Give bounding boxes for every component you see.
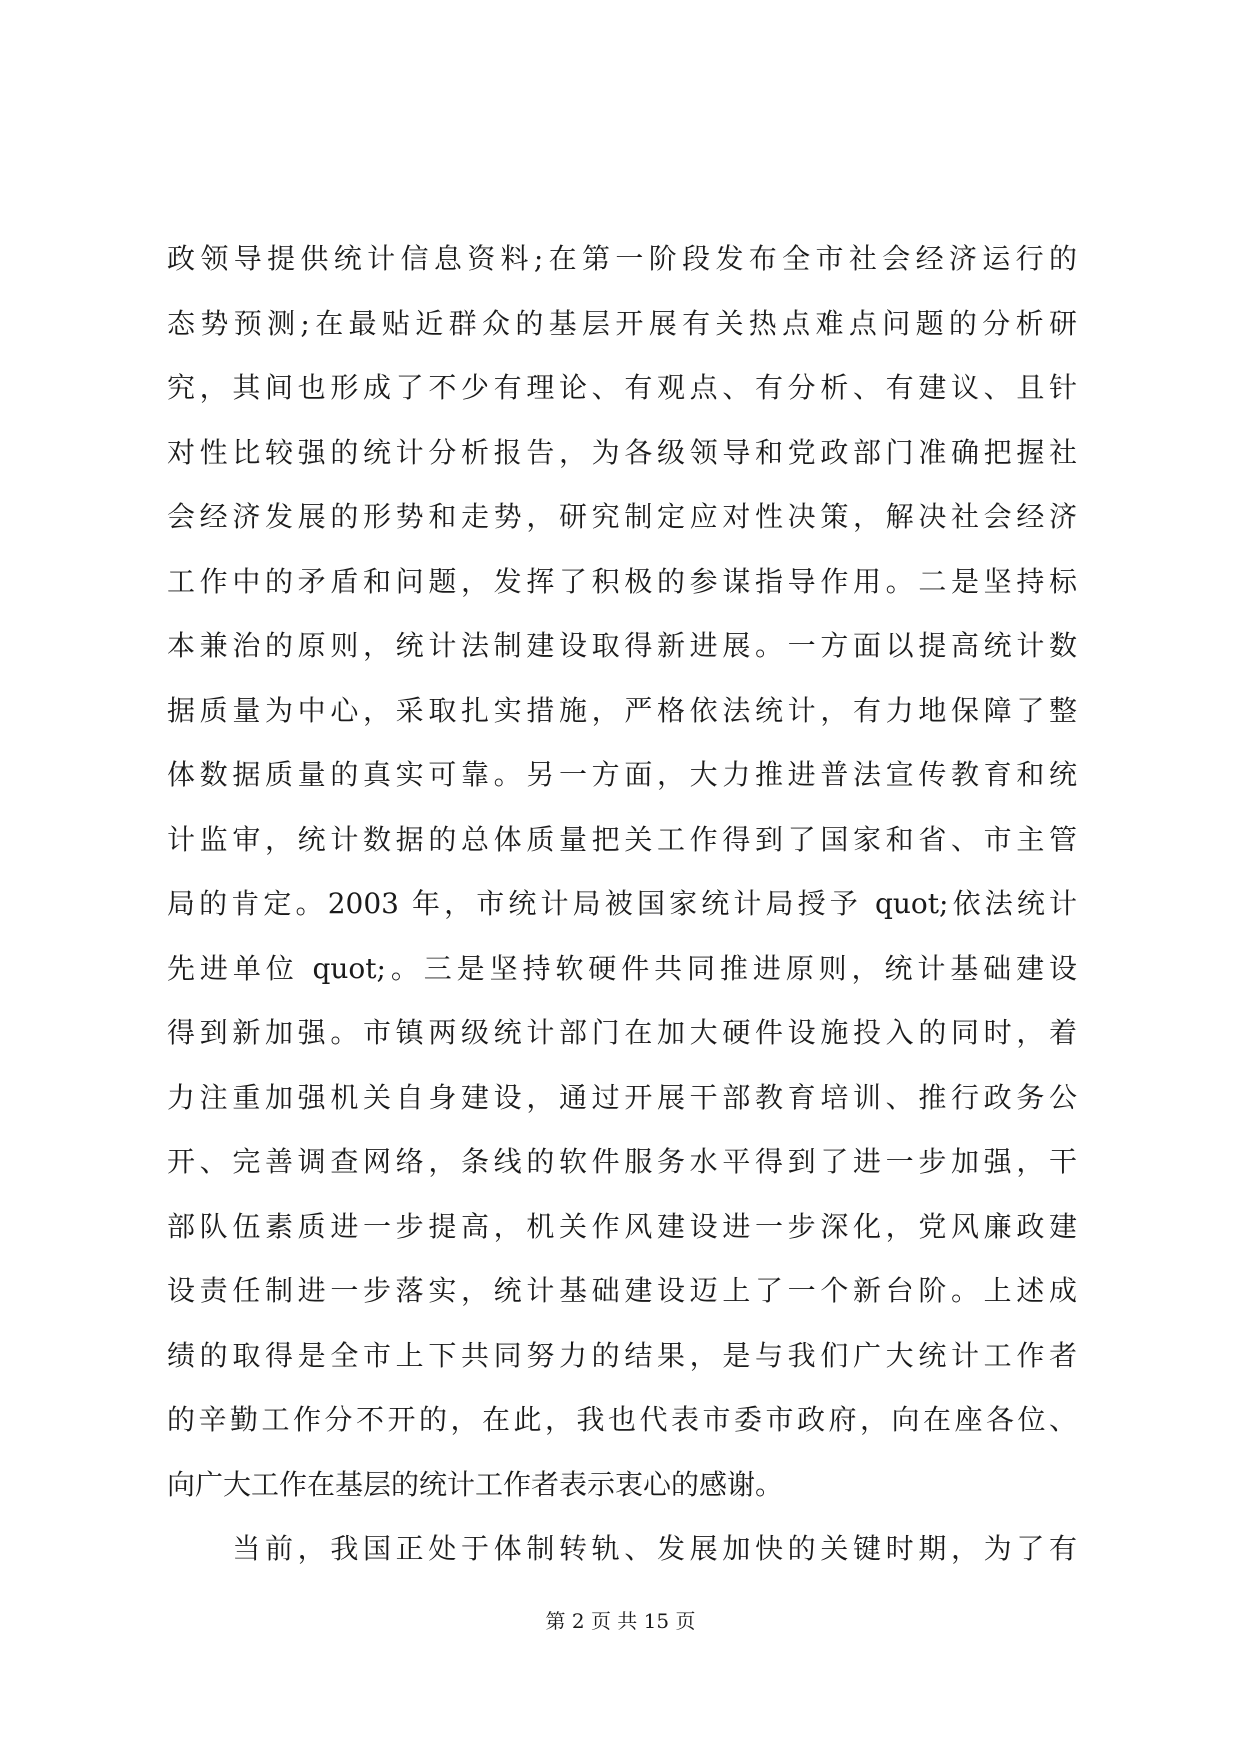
text-line: 先进单位 quot;。三是坚持软硬件共同推进原则，统计基础建设 xyxy=(167,951,1077,985)
text-line: 当前，我国正处于体制转轨、发展加快的关键时期，为了有 xyxy=(167,1532,1077,1565)
text-line: 得到新加强。市镇两级统计部门在加大硬件设施投入的同时，着 xyxy=(167,1016,1077,1049)
text-line: 体数据质量的真实可靠。另一方面，大力推进普法宣传教育和统 xyxy=(167,758,1077,791)
text-line: 会经济发展的形势和走势，研究制定应对性决策，解决社会经济 xyxy=(167,500,1077,533)
text-line: 态势预测;在最贴近群众的基层开展有关热点难点问题的分析研 xyxy=(167,306,1077,340)
text-line: 对性比较强的统计分析报告，为各级领导和党政部门准确把握社 xyxy=(167,435,1077,469)
text-line: 局的肯定。2003 年，市统计局被国家统计局授予 quot;依法统计 xyxy=(167,887,1077,920)
text-line: 设责任制进一步落实，统计基础建设迈上了一个新台阶。上述成 xyxy=(167,1274,1077,1307)
text-line: 究，其间也形成了不少有理论、有观点、有分析、有建议、且针 xyxy=(167,371,1077,404)
text-line: 计监审，统计数据的总体质量把关工作得到了国家和省、市主管 xyxy=(167,822,1077,856)
body-text xyxy=(167,227,1077,1582)
page-footer xyxy=(0,1607,1241,1635)
text-line: 工作中的矛盾和问题，发挥了积极的参谋指导作用。二是坚持标 xyxy=(167,564,1077,598)
text-line: 部队伍素质进一步提高，机关作风建设进一步深化，党风廉政建 xyxy=(167,1209,1077,1243)
text-line: 政领导提供统计信息资料;在第一阶段发布全市社会经济运行的 xyxy=(167,242,1077,275)
page-number: 第 2 页 共 15 页 xyxy=(545,1609,696,1633)
text-line: 绩的取得是全市上下共同努力的结果，是与我们广大统计工作者 xyxy=(167,1338,1077,1372)
text-line: 力注重加强机关自身建设，通过开展干部教育培训、推行政务公 xyxy=(167,1080,1077,1114)
text-line: 开、完善调查网络，条线的软件服务水平得到了进一步加强，干 xyxy=(167,1145,1077,1178)
text-line: 本兼治的原则，统计法制建设取得新进展。一方面以提高统计数 xyxy=(167,629,1077,662)
text-line: 向广大工作在基层的统计工作者表示衷心的感谢。 xyxy=(167,1467,784,1501)
text-line: 的辛勤工作分不开的，在此，我也代表市委市政府，向在座各位、 xyxy=(167,1403,1077,1436)
text-line: 据质量为中心，采取扎实措施，严格依法统计，有力地保障了整 xyxy=(167,693,1077,727)
